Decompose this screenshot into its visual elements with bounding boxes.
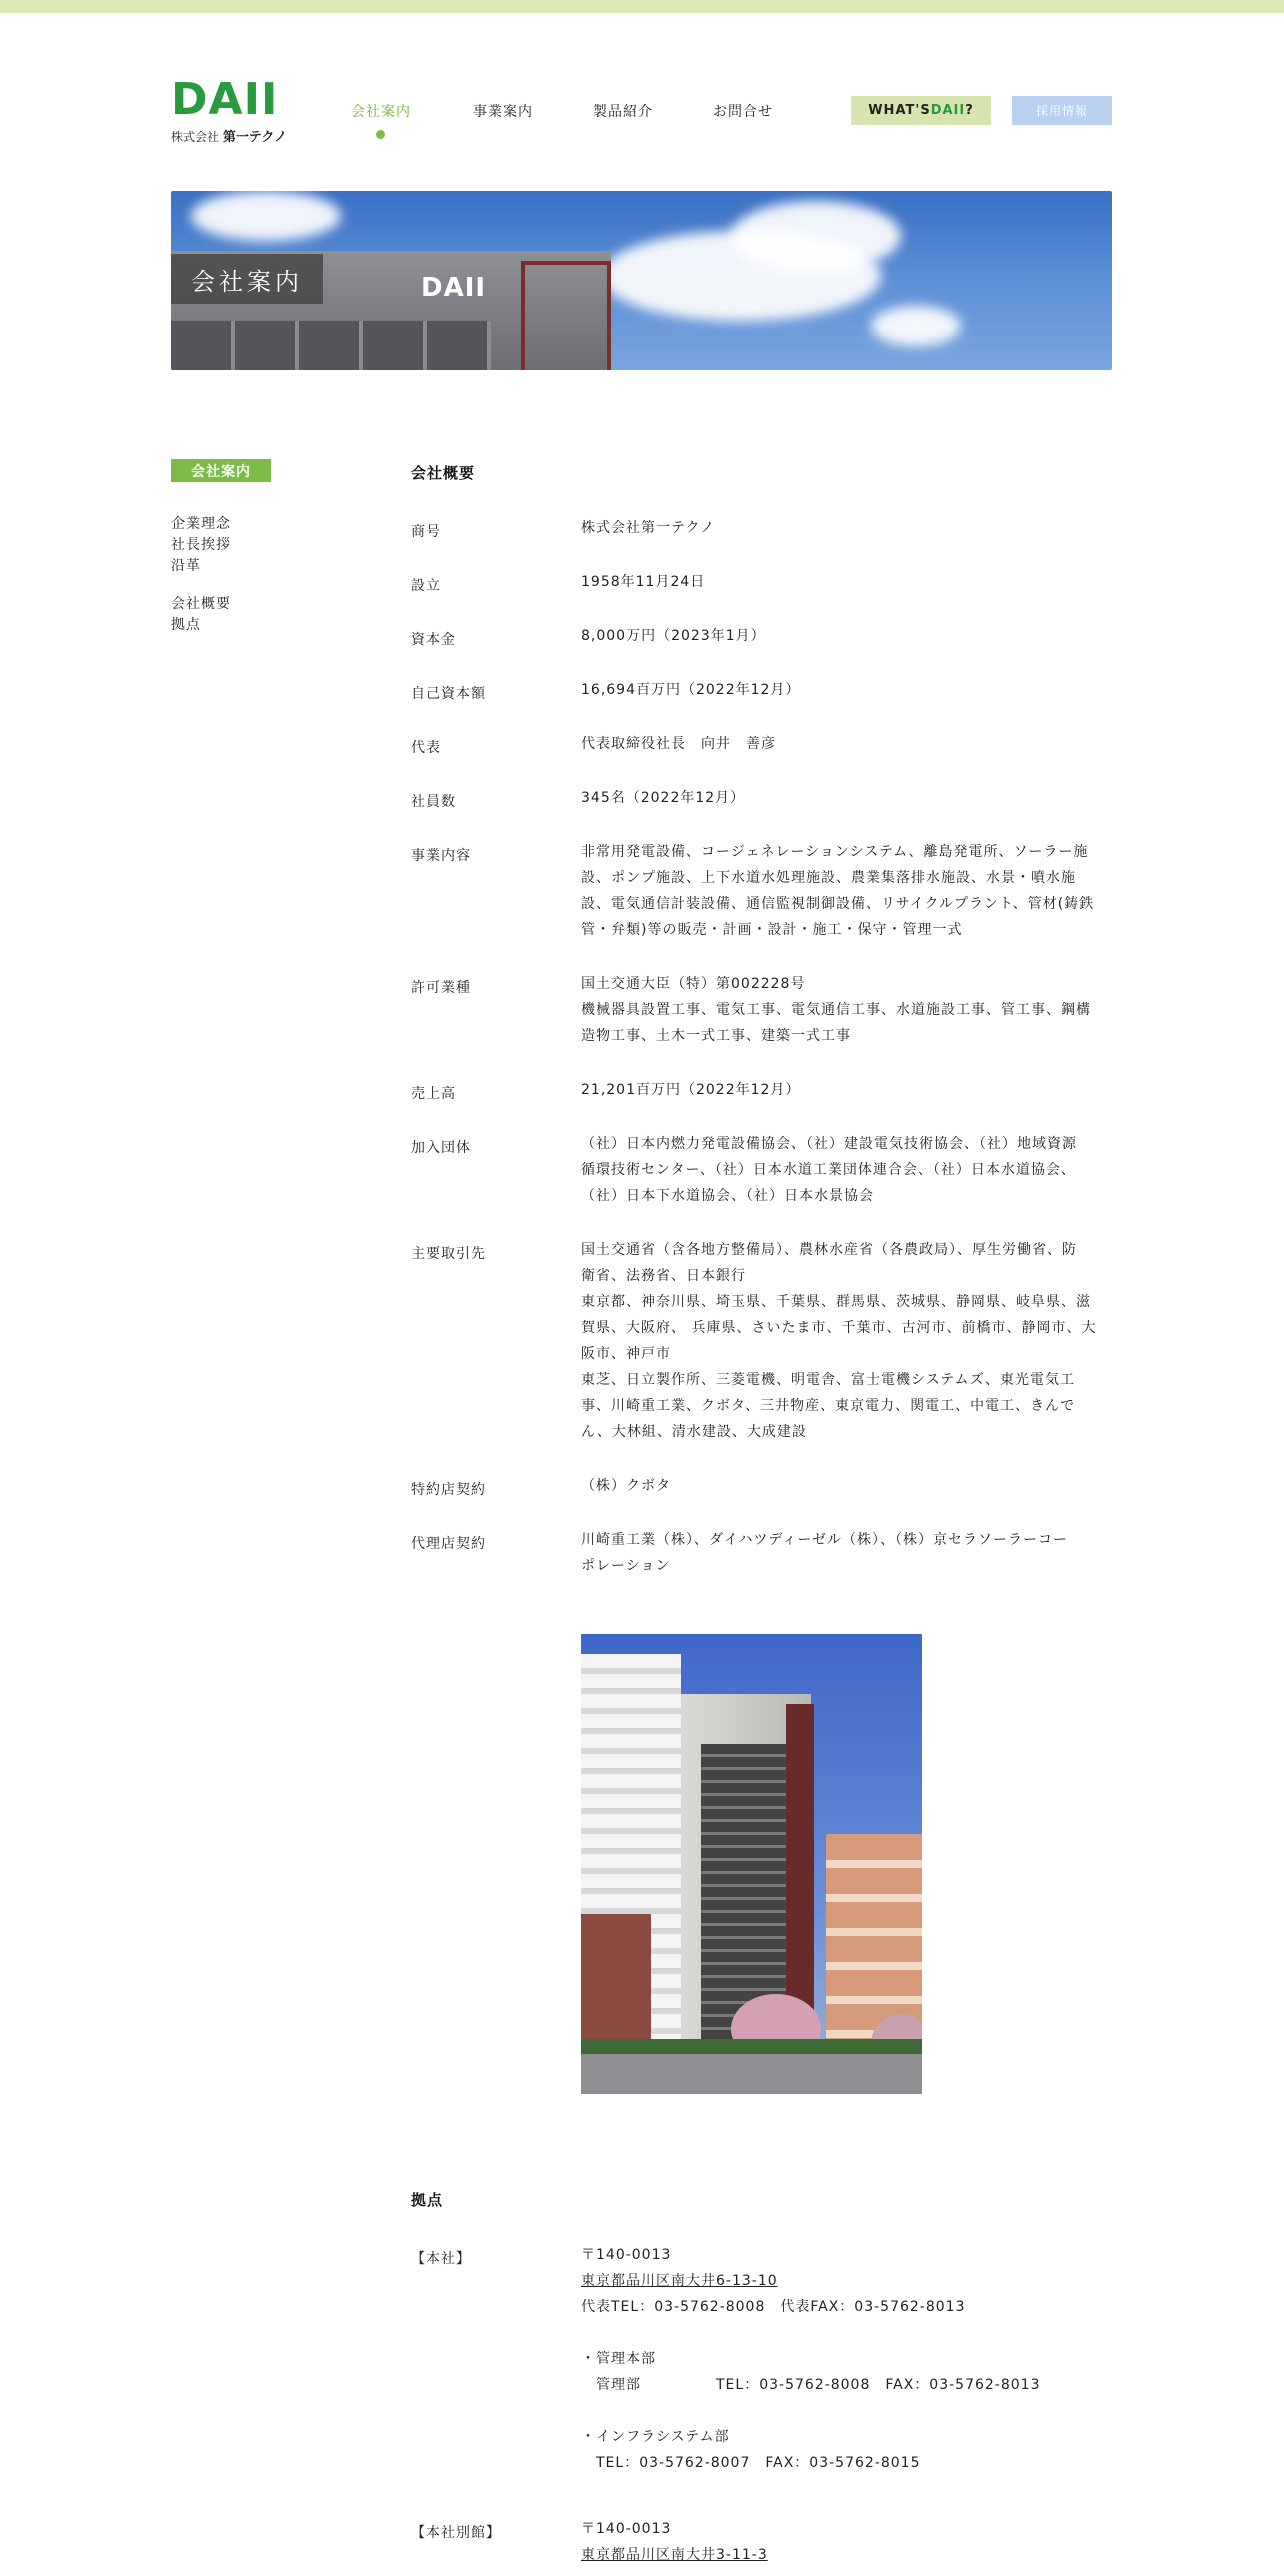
overview-value-line: 345名（2022年12月） — [581, 790, 746, 806]
overview-row-label: 売上高 — [411, 1086, 456, 1102]
overview-value-line: 造物工事、土木一式工事、建築一式工事 — [581, 1028, 851, 1044]
overview-row-value — [581, 785, 1111, 811]
overview-row-value — [581, 515, 1111, 541]
overview-row-value — [581, 1131, 1111, 1209]
whats-daii-button[interactable]: WHAT'S DAII ? — [851, 96, 991, 125]
overview-value-line: 賀県、大阪府、 兵庫県、さいたま市、千葉市、古河市、前橋市、静岡市、大 — [581, 1320, 1097, 1336]
overview-row-value — [581, 1237, 1111, 1445]
hero-building-windows — [171, 321, 491, 370]
overview-row-value — [581, 569, 1111, 595]
overview-row-value — [581, 731, 1111, 757]
base-value-line: 〒140-0013 — [581, 2247, 672, 2263]
overview-row-value — [581, 1473, 1111, 1499]
overview-row-label: 加入団体 — [411, 1140, 471, 1156]
nav-business[interactable]: 事業案内 — [473, 104, 533, 120]
overview-row-label: 代理店契約 — [411, 1536, 486, 1552]
address-map-link[interactable]: 東京都品川区南大井6-13-10 — [581, 2273, 778, 2289]
overview-value-line: 管・弁類)等の販売・計画・設計・施工・保守・管理一式 — [581, 922, 963, 938]
logo-company-name: 株式会社 第一テクノ — [171, 130, 288, 145]
base-row-label: 【本社別館】 — [411, 2525, 501, 2541]
overview-row-value — [581, 971, 1111, 1049]
overview-value-line: ポレーション — [581, 1558, 671, 1574]
overview-value-line: 株式会社第一テクノ — [581, 520, 716, 536]
cloud-shape — [191, 191, 341, 241]
overview-value-line: 事、川崎重工業、クボタ、三井物産、東京電力、関電工、中電工、きんで — [581, 1398, 1076, 1414]
overview-row-label: 代表 — [411, 740, 441, 756]
sidebar-item-history[interactable]: 沿革 — [171, 558, 201, 574]
base-value-line: 〒140-0013 — [581, 2521, 672, 2537]
overview-row-value — [581, 677, 1111, 703]
base-value-line: TEL：03-5762-8007 FAX：03-5762-8015 — [581, 2455, 921, 2471]
overview-row-value — [581, 839, 1111, 943]
overview-row-label: 自己資本額 — [411, 686, 486, 702]
overview-value-line: 8,000万円（2023年1月） — [581, 628, 766, 644]
overview-value-line: （社）日本内燃力発電設備協会、（社）建設電気技術協会、（社）地域資源 — [581, 1136, 1077, 1152]
overview-row-label: 社員数 — [411, 794, 456, 810]
overview-value-line: 1958年11月24日 — [581, 574, 706, 590]
overview-value-line: 21,201百万円（2022年12月） — [581, 1082, 801, 1098]
base-row-value — [581, 2242, 1111, 2476]
section-title-bases: 拠点 — [411, 2191, 444, 2209]
nav-active-indicator — [376, 130, 385, 139]
overview-value-line: （社）日本下水道協会、（社）日本水景協会 — [581, 1188, 874, 1204]
sidebar-item-overview[interactable]: 会社概要 — [171, 596, 231, 612]
overview-value-line: 非常用発電設備、コージェネレーションシステム、離島発電所、ソーラー施 — [581, 844, 1089, 860]
top-accent-bar — [0, 0, 1284, 13]
nav-contact[interactable]: お問合せ — [713, 104, 773, 120]
base-row-value — [581, 2516, 1111, 2568]
company-logo[interactable] — [171, 74, 288, 145]
overview-row-label: 特約店契約 — [411, 1482, 486, 1498]
overview-row-label: 設立 — [411, 578, 441, 594]
sidebar-item-bases[interactable]: 拠点 — [171, 617, 201, 633]
overview-value-line: 国土交通大臣（特）第002228号 — [581, 976, 806, 992]
sidebar-item-philosophy[interactable]: 企業理念 — [171, 516, 231, 532]
overview-row-value — [581, 1077, 1111, 1103]
base-value-line: 管理部 TEL：03-5762-8008 FAX：03-5762-8013 — [581, 2377, 1041, 2393]
overview-value-line: （株）クボタ — [581, 1478, 671, 1494]
overview-value-line: ん、大林組、清水建設、大成建設 — [581, 1424, 807, 1440]
overview-row-value — [581, 623, 1111, 649]
base-value-line: ・管理本部 — [581, 2351, 656, 2367]
headquarters-photo — [581, 1634, 922, 2094]
base-value-line: ・インフラシステム部 — [581, 2429, 730, 2445]
overview-row-label: 資本金 — [411, 632, 456, 648]
cloud-shape — [871, 306, 961, 346]
logo-mark: DAII — [171, 74, 279, 125]
hero-title: 会社案内 — [171, 254, 323, 304]
base-value-line — [581, 2398, 1111, 2424]
overview-value-line: 阪市、神戸市 — [581, 1346, 671, 1362]
overview-value-line: 設、ポンプ施設、上下水道水処理施設、農業集落排水施設、水景・噴水施 — [581, 870, 1076, 886]
overview-row-label: 事業内容 — [411, 848, 471, 864]
sidebar-item-message[interactable]: 社長挨拶 — [171, 537, 231, 553]
address-map-link[interactable]: 東京都品川区南大井3-11-3 — [581, 2547, 768, 2563]
overview-row-label: 商号 — [411, 524, 441, 540]
cloud-shape — [731, 201, 901, 271]
nav-products[interactable]: 製品紹介 — [593, 104, 653, 120]
overview-value-line: 東芝、日立製作所、三菱電機、明電舎、富士電機システムズ、東光電気工 — [581, 1372, 1076, 1388]
overview-value-line: 国土交通省（含各地方整備局）、農林水産省（各農政局）、厚生労働省、防 — [581, 1242, 1077, 1258]
sidebar-badge: 会社案内 — [171, 459, 271, 482]
section-title-overview: 会社概要 — [411, 464, 476, 482]
base-value-line — [581, 2320, 1111, 2346]
overview-row-label: 主要取引先 — [411, 1246, 486, 1262]
overview-value-line: 代表取締役社長 向井 善彦 — [581, 736, 776, 752]
overview-value-line: 川崎重工業（株）、ダイハツディーゼル（株）、（株）京セラソーラーコー — [581, 1532, 1069, 1548]
hero-banner — [171, 191, 1112, 370]
hero-building-sign: DAII — [421, 273, 487, 303]
nav-company[interactable]: 会社案内 — [351, 104, 411, 120]
base-row-label: 【本社】 — [411, 2251, 471, 2267]
base-value-line: 代表TEL：03-5762-8008 代表FAX：03-5762-8013 — [581, 2299, 966, 2315]
overview-value-line: 設、電気通信計装設備、通信監視制御設備、リサイクルプラント、管材(鋳鉄 — [581, 896, 1095, 912]
overview-row-label: 許可業種 — [411, 980, 471, 996]
overview-value-line: 循環技術センター、（社）日本水道工業団体連合会、（社）日本水道協会、 — [581, 1162, 1076, 1178]
overview-value-line: 衛省、法務省、日本銀行 — [581, 1268, 746, 1284]
overview-row-value — [581, 1527, 1111, 1579]
overview-value-line: 機械器具設置工事、電気工事、電気通信工事、水道施設工事、管工事、鋼構 — [581, 1002, 1091, 1018]
overview-value-line: 16,694百万円（2022年12月） — [581, 682, 801, 698]
overview-value-line: 東京都、神奈川県、埼玉県、千葉県、群馬県、茨城県、静岡県、岐阜県、滋 — [581, 1294, 1091, 1310]
hero-building-frame — [521, 261, 611, 370]
recruit-button[interactable]: 採用情報 — [1012, 96, 1112, 125]
